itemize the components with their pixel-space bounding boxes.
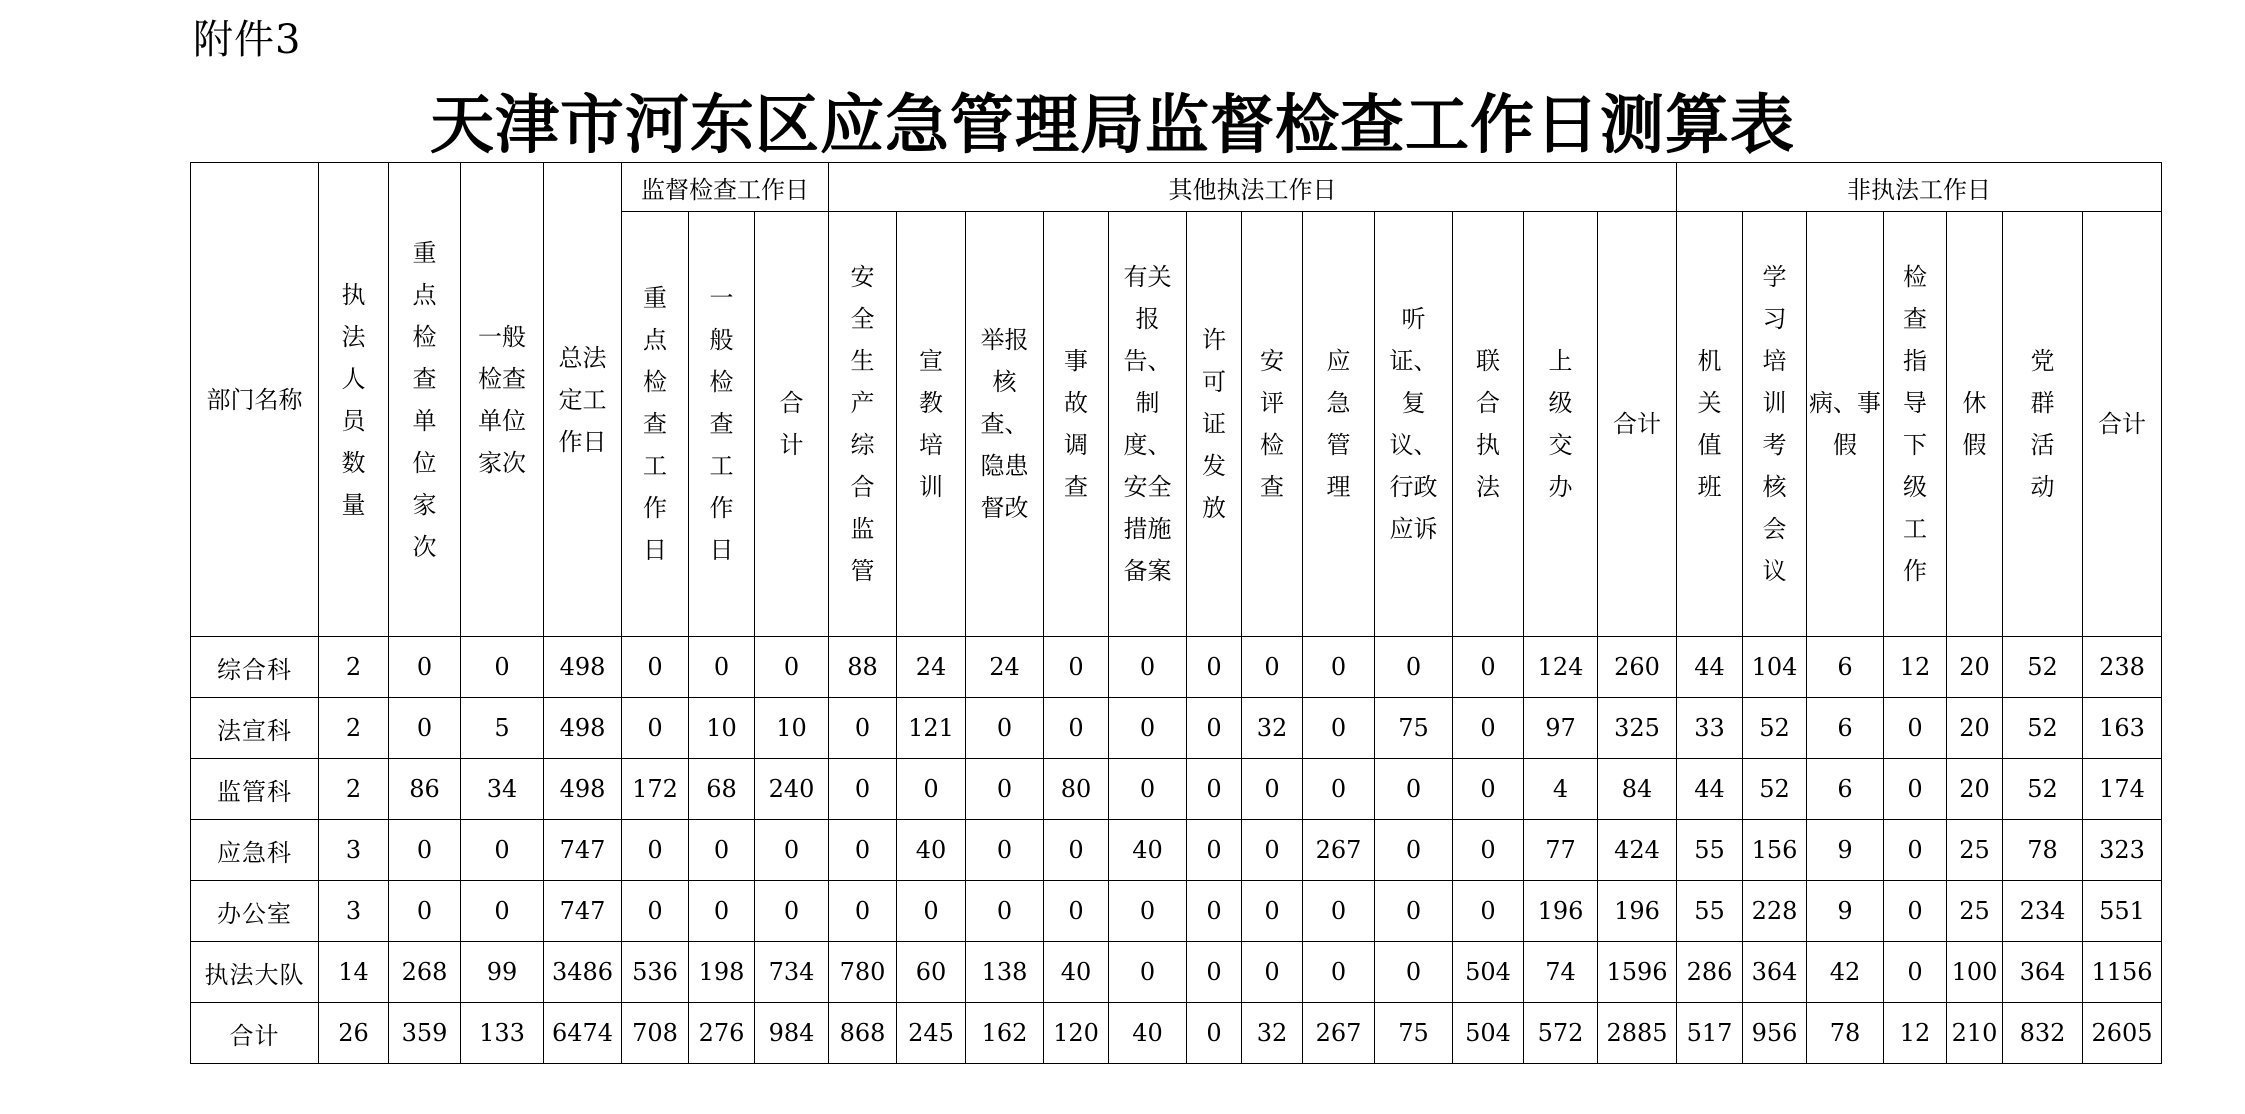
value-cell: 14 <box>319 942 389 1003</box>
value-cell: 364 <box>2003 942 2083 1003</box>
col-header-non-sick: 病、事假 <box>1807 212 1884 637</box>
value-cell: 52 <box>2003 637 2083 698</box>
value-cell: 33 <box>1677 698 1743 759</box>
table-body <box>191 637 2162 1064</box>
value-cell: 747 <box>544 881 622 942</box>
value-cell: 99 <box>461 942 544 1003</box>
col-header-other-report: 举报核查、隐患督改 <box>966 212 1044 637</box>
value-cell: 55 <box>1677 820 1743 881</box>
value-cell: 40 <box>1044 942 1109 1003</box>
page-title: 天津市河东区应急管理局监督检查工作日测算表 <box>430 88 1795 163</box>
value-cell: 10 <box>755 698 829 759</box>
value-cell: 498 <box>544 698 622 759</box>
value-cell: 120 <box>1044 1003 1109 1064</box>
dept-cell: 合计 <box>191 1003 319 1064</box>
value-cell: 956 <box>1743 1003 1807 1064</box>
value-cell: 0 <box>1303 637 1375 698</box>
value-cell: 498 <box>544 637 622 698</box>
value-cell: 267 <box>1303 820 1375 881</box>
value-cell: 12 <box>1884 637 1947 698</box>
value-cell: 268 <box>389 942 461 1003</box>
value-cell: 0 <box>1044 820 1109 881</box>
value-cell: 0 <box>1884 759 1947 820</box>
value-cell: 24 <box>966 637 1044 698</box>
attachment-label: 附件3 <box>193 17 302 63</box>
value-cell: 60 <box>897 942 966 1003</box>
value-cell: 121 <box>897 698 966 759</box>
value-cell: 536 <box>622 942 689 1003</box>
value-cell: 245 <box>897 1003 966 1064</box>
value-cell: 25 <box>1947 881 2003 942</box>
value-cell: 2 <box>319 759 389 820</box>
value-cell: 42 <box>1807 942 1884 1003</box>
value-cell: 2 <box>319 637 389 698</box>
value-cell: 0 <box>622 698 689 759</box>
value-cell: 517 <box>1677 1003 1743 1064</box>
value-cell: 551 <box>2083 881 2162 942</box>
value-cell: 0 <box>966 881 1044 942</box>
value-cell: 162 <box>966 1003 1044 1064</box>
value-cell: 0 <box>1187 820 1242 881</box>
value-cell: 86 <box>389 759 461 820</box>
value-cell: 6474 <box>544 1003 622 1064</box>
value-cell: 424 <box>1598 820 1677 881</box>
table-row <box>191 881 2162 942</box>
value-cell: 0 <box>1303 881 1375 942</box>
col-header-key-units: 重点检查单位家次 <box>389 163 461 637</box>
value-cell: 984 <box>755 1003 829 1064</box>
value-cell: 52 <box>2003 759 2083 820</box>
col-header-sup-general: 一般检查工作日 <box>689 212 755 637</box>
value-cell: 228 <box>1743 881 1807 942</box>
value-cell: 163 <box>2083 698 2162 759</box>
col-header-other-total: 合计 <box>1598 212 1677 637</box>
value-cell: 80 <box>1044 759 1109 820</box>
value-cell: 1596 <box>1598 942 1677 1003</box>
value-cell: 0 <box>1375 881 1453 942</box>
value-cell: 0 <box>1044 698 1109 759</box>
value-cell: 832 <box>2003 1003 2083 1064</box>
value-cell: 52 <box>1743 698 1807 759</box>
value-cell: 78 <box>2003 820 2083 881</box>
value-cell: 5 <box>461 698 544 759</box>
value-cell: 364 <box>1743 942 1807 1003</box>
value-cell: 708 <box>622 1003 689 1064</box>
value-cell: 0 <box>622 820 689 881</box>
value-cell: 0 <box>689 881 755 942</box>
value-cell: 172 <box>622 759 689 820</box>
dept-cell: 法宣科 <box>191 698 319 759</box>
value-cell: 40 <box>1109 1003 1187 1064</box>
value-cell: 0 <box>966 759 1044 820</box>
value-cell: 238 <box>2083 637 2162 698</box>
value-cell: 0 <box>897 881 966 942</box>
value-cell: 0 <box>1884 942 1947 1003</box>
value-cell: 0 <box>461 820 544 881</box>
value-cell: 0 <box>689 637 755 698</box>
col-header-other-accident: 事故调查 <box>1044 212 1109 637</box>
value-cell: 0 <box>1303 942 1375 1003</box>
value-cell: 0 <box>1884 881 1947 942</box>
value-cell: 0 <box>461 637 544 698</box>
value-cell: 44 <box>1677 637 1743 698</box>
table-row <box>191 942 2162 1003</box>
value-cell: 0 <box>689 820 755 881</box>
dept-cell: 执法大队 <box>191 942 319 1003</box>
value-cell: 104 <box>1743 637 1807 698</box>
value-cell: 323 <box>2083 820 2162 881</box>
dept-cell: 监管科 <box>191 759 319 820</box>
value-cell: 0 <box>389 698 461 759</box>
value-cell: 9 <box>1807 820 1884 881</box>
table-row <box>191 1003 2162 1064</box>
value-cell: 6 <box>1807 759 1884 820</box>
value-cell: 138 <box>966 942 1044 1003</box>
value-cell: 4 <box>1524 759 1598 820</box>
value-cell: 0 <box>1453 637 1524 698</box>
value-cell: 0 <box>1242 637 1303 698</box>
value-cell: 359 <box>389 1003 461 1064</box>
value-cell: 12 <box>1884 1003 1947 1064</box>
table-row <box>191 820 2162 881</box>
value-cell: 0 <box>966 820 1044 881</box>
value-cell: 77 <box>1524 820 1598 881</box>
col-header-other-emergency: 应急管理 <box>1303 212 1375 637</box>
value-cell: 0 <box>389 881 461 942</box>
value-cell: 0 <box>622 881 689 942</box>
value-cell: 0 <box>1453 698 1524 759</box>
col-header-non-guide: 检查指导下级工作 <box>1884 212 1947 637</box>
value-cell: 240 <box>755 759 829 820</box>
value-cell: 2605 <box>2083 1003 2162 1064</box>
value-cell: 0 <box>829 759 897 820</box>
value-cell: 0 <box>1187 637 1242 698</box>
value-cell: 868 <box>829 1003 897 1064</box>
value-cell: 0 <box>829 698 897 759</box>
col-header-other-permit: 许可证发放 <box>1187 212 1242 637</box>
value-cell: 124 <box>1524 637 1598 698</box>
value-cell: 0 <box>389 820 461 881</box>
value-cell: 32 <box>1242 1003 1303 1064</box>
value-cell: 26 <box>319 1003 389 1064</box>
value-cell: 174 <box>2083 759 2162 820</box>
col-header-non-duty: 机关值班 <box>1677 212 1743 637</box>
value-cell: 0 <box>897 759 966 820</box>
value-cell: 734 <box>755 942 829 1003</box>
col-header-non-party: 党群活动 <box>2003 212 2083 637</box>
value-cell: 133 <box>461 1003 544 1064</box>
value-cell: 780 <box>829 942 897 1003</box>
value-cell: 747 <box>544 820 622 881</box>
value-cell: 10 <box>689 698 755 759</box>
value-cell: 0 <box>1375 759 1453 820</box>
value-cell: 68 <box>689 759 755 820</box>
value-cell: 0 <box>1884 698 1947 759</box>
value-cell: 276 <box>689 1003 755 1064</box>
value-cell: 75 <box>1375 1003 1453 1064</box>
value-cell: 0 <box>1109 942 1187 1003</box>
col-header-dept: 部门名称 <box>191 163 319 637</box>
col-header-other-filing: 有关报告、制度、安全措施备案 <box>1109 212 1187 637</box>
value-cell: 498 <box>544 759 622 820</box>
col-header-other-joint: 联合执法 <box>1453 212 1524 637</box>
value-cell: 0 <box>1109 637 1187 698</box>
col-header-other-hearing: 听证、复议、行政应诉 <box>1375 212 1453 637</box>
value-cell: 0 <box>1187 759 1242 820</box>
value-cell: 9 <box>1807 881 1884 942</box>
value-cell: 0 <box>1242 759 1303 820</box>
value-cell: 32 <box>1242 698 1303 759</box>
dept-cell: 应急科 <box>191 820 319 881</box>
col-header-non-total: 合计 <box>2083 212 2162 637</box>
group-header-nonlaw: 非执法工作日 <box>1677 163 2162 212</box>
value-cell: 572 <box>1524 1003 1598 1064</box>
group-header-supervision: 监督检查工作日 <box>622 163 829 212</box>
value-cell: 2885 <box>1598 1003 1677 1064</box>
value-cell: 0 <box>966 698 1044 759</box>
value-cell: 3 <box>319 881 389 942</box>
table-row <box>191 637 2162 698</box>
value-cell: 1156 <box>2083 942 2162 1003</box>
value-cell: 40 <box>897 820 966 881</box>
col-header-other-safety: 安全生产综合监管 <box>829 212 897 637</box>
value-cell: 0 <box>1884 820 1947 881</box>
value-cell: 286 <box>1677 942 1743 1003</box>
dept-cell: 综合科 <box>191 637 319 698</box>
value-cell: 0 <box>1453 881 1524 942</box>
value-cell: 210 <box>1947 1003 2003 1064</box>
value-cell: 0 <box>1109 881 1187 942</box>
value-cell: 97 <box>1524 698 1598 759</box>
value-cell: 156 <box>1743 820 1807 881</box>
value-cell: 20 <box>1947 637 2003 698</box>
value-cell: 52 <box>1743 759 1807 820</box>
value-cell: 0 <box>1109 698 1187 759</box>
value-cell: 40 <box>1109 820 1187 881</box>
value-cell: 504 <box>1453 942 1524 1003</box>
dept-cell: 办公室 <box>191 881 319 942</box>
col-header-other-eval: 安评检查 <box>1242 212 1303 637</box>
value-cell: 44 <box>1677 759 1743 820</box>
value-cell: 0 <box>389 637 461 698</box>
value-cell: 78 <box>1807 1003 1884 1064</box>
col-header-total-days: 总法定工作日 <box>544 163 622 637</box>
value-cell: 0 <box>1109 759 1187 820</box>
col-header-non-study: 学习培训考核会议 <box>1743 212 1807 637</box>
value-cell: 0 <box>1375 637 1453 698</box>
value-cell: 74 <box>1524 942 1598 1003</box>
value-cell: 0 <box>1187 942 1242 1003</box>
value-cell: 2 <box>319 698 389 759</box>
value-cell: 0 <box>829 881 897 942</box>
value-cell: 0 <box>1242 881 1303 942</box>
group-header-other: 其他执法工作日 <box>829 163 1677 212</box>
value-cell: 3 <box>319 820 389 881</box>
value-cell: 6 <box>1807 637 1884 698</box>
value-cell: 55 <box>1677 881 1743 942</box>
value-cell: 0 <box>1187 698 1242 759</box>
value-cell: 0 <box>1242 820 1303 881</box>
value-cell: 0 <box>755 637 829 698</box>
value-cell: 0 <box>461 881 544 942</box>
value-cell: 3486 <box>544 942 622 1003</box>
col-header-general-units: 一般检查单位家次 <box>461 163 544 637</box>
value-cell: 0 <box>1242 942 1303 1003</box>
value-cell: 25 <box>1947 820 2003 881</box>
col-header-staff: 执法人员数量 <box>319 163 389 637</box>
col-header-other-superior: 上级交办 <box>1524 212 1598 637</box>
value-cell: 0 <box>1303 698 1375 759</box>
value-cell: 24 <box>897 637 966 698</box>
value-cell: 234 <box>2003 881 2083 942</box>
value-cell: 88 <box>829 637 897 698</box>
value-cell: 267 <box>1303 1003 1375 1064</box>
value-cell: 100 <box>1947 942 2003 1003</box>
value-cell: 0 <box>1453 820 1524 881</box>
value-cell: 0 <box>1187 1003 1242 1064</box>
col-header-other-edu: 宣教培训 <box>897 212 966 637</box>
value-cell: 0 <box>1187 881 1242 942</box>
value-cell: 52 <box>2003 698 2083 759</box>
value-cell: 325 <box>1598 698 1677 759</box>
value-cell: 260 <box>1598 637 1677 698</box>
value-cell: 0 <box>622 637 689 698</box>
value-cell: 196 <box>1598 881 1677 942</box>
value-cell: 0 <box>1453 759 1524 820</box>
col-header-sup-total: 合计 <box>755 212 829 637</box>
value-cell: 0 <box>1303 759 1375 820</box>
value-cell: 198 <box>689 942 755 1003</box>
value-cell: 20 <box>1947 698 2003 759</box>
value-cell: 0 <box>1375 942 1453 1003</box>
value-cell: 84 <box>1598 759 1677 820</box>
value-cell: 20 <box>1947 759 2003 820</box>
table-row <box>191 759 2162 820</box>
value-cell: 34 <box>461 759 544 820</box>
value-cell: 0 <box>1375 820 1453 881</box>
value-cell: 504 <box>1453 1003 1524 1064</box>
value-cell: 0 <box>755 820 829 881</box>
col-header-non-vacation: 休假 <box>1947 212 2003 637</box>
workday-table <box>190 162 2162 1064</box>
col-header-sup-key: 重点检查工作日 <box>622 212 689 637</box>
value-cell: 196 <box>1524 881 1598 942</box>
table-row <box>191 698 2162 759</box>
value-cell: 0 <box>1044 881 1109 942</box>
value-cell: 6 <box>1807 698 1884 759</box>
value-cell: 0 <box>1044 637 1109 698</box>
value-cell: 75 <box>1375 698 1453 759</box>
value-cell: 0 <box>755 881 829 942</box>
value-cell: 0 <box>829 820 897 881</box>
